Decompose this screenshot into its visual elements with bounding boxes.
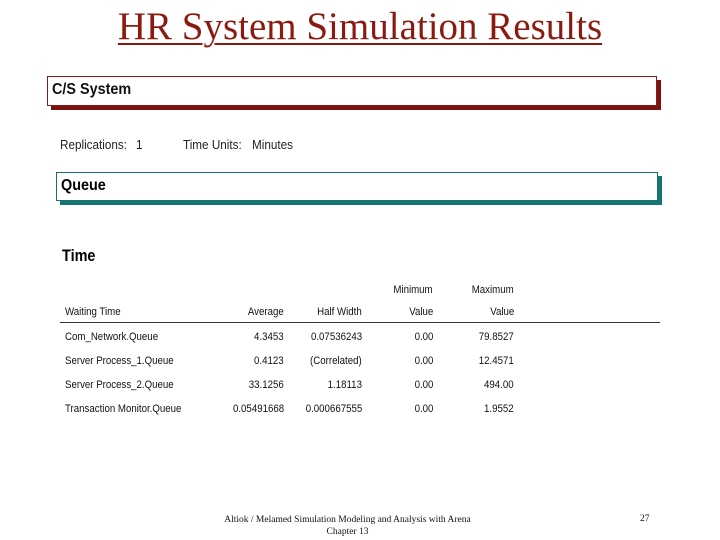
- col-max-top: Maximum: [472, 284, 514, 296]
- col-min-top: Minimum: [393, 284, 433, 296]
- col-min-bottom: Value: [408, 306, 433, 318]
- footer-chapter: Chapter 13: [326, 527, 369, 537]
- row-min: 0.00: [414, 331, 433, 343]
- system-name: C/S System: [52, 81, 132, 98]
- row-min: 0.00: [414, 403, 433, 415]
- time-units-value: Minutes: [252, 137, 293, 152]
- col-average: Average: [248, 306, 284, 318]
- time-units-label: Time Units:: [183, 137, 242, 152]
- slide-title: HR System Simulation Results: [117, 5, 603, 48]
- page-number: 27: [640, 514, 650, 524]
- row-name: Transaction Monitor.Queue: [65, 403, 182, 415]
- footer: [215, 514, 480, 538]
- table-header-rule: [60, 322, 660, 323]
- col-half-width: Half Width: [317, 306, 362, 318]
- row-max: 1.9552: [484, 403, 514, 415]
- row-min: 0.00: [414, 379, 433, 391]
- row-average: 33.1256: [249, 379, 284, 391]
- row-name: Server Process_1.Queue: [65, 355, 174, 367]
- row-max: 494.00: [484, 379, 514, 391]
- footer-text: Altiok / Melamed Simulation Modeling and Analysis with Arena: [224, 515, 471, 525]
- row-half-width: 0.000667555: [305, 403, 362, 415]
- row-max: 12.4571: [479, 355, 514, 367]
- subsection-title: Time: [62, 246, 96, 265]
- report-system-header: [47, 76, 657, 106]
- col-max-bottom: Value: [489, 306, 514, 318]
- row-half-width: 1.18113: [327, 379, 362, 391]
- row-average: 0.4123: [254, 355, 284, 367]
- section-title: Queue: [61, 177, 106, 194]
- replications-label: Replications:: [60, 137, 127, 152]
- row-min: 0.00: [414, 355, 433, 367]
- row-half-width: (Correlated): [310, 355, 362, 367]
- group-label: Waiting Time: [65, 306, 121, 318]
- replications-value: 1: [136, 137, 143, 152]
- row-average: 0.05491668: [232, 403, 284, 415]
- queue-section-header: [56, 172, 658, 201]
- row-max: 79.8527: [479, 331, 514, 343]
- row-name: Com_Network.Queue: [65, 331, 159, 343]
- row-half-width: 0.07536243: [310, 331, 362, 343]
- row-name: Server Process_2.Queue: [65, 379, 174, 391]
- row-average: 4.3453: [254, 331, 284, 343]
